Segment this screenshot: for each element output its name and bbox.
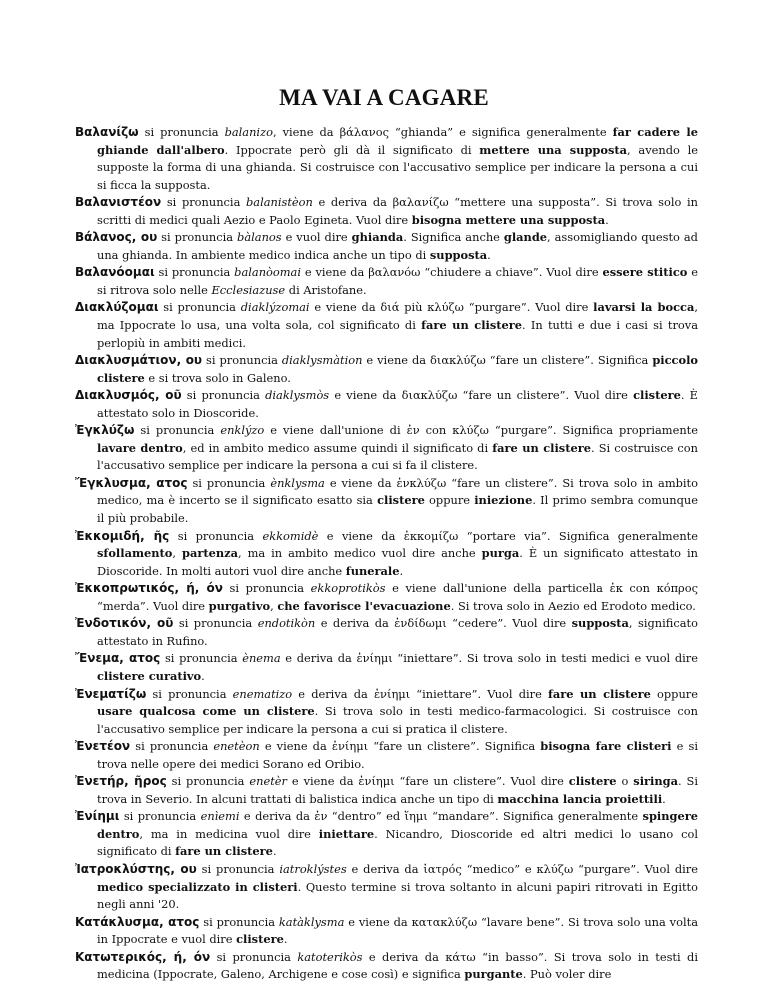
entry-text: e si trova nelle opere dei medici Sorano ed Oribio. <box>97 739 698 771</box>
entry-meaning: clistere <box>236 932 284 947</box>
entry-meaning: funerale <box>345 563 400 578</box>
entry-text: . Questo termine si trova soltanto in alcuni papiri ritrovati in Egitto negli anni '20. <box>97 879 698 912</box>
entry-lemma: Ἐγκλύζω <box>75 423 135 438</box>
entry-pronunciation: ekkomidè <box>262 528 319 543</box>
entry-lemma: Βαλανόομαι <box>75 265 155 280</box>
entry-text: di Aristofane. <box>285 282 367 297</box>
entry-meaning: fare un clistere <box>421 318 523 333</box>
entry-meaning: partenza <box>182 546 238 561</box>
entry-text: si pronuncia <box>169 528 263 543</box>
entry-meaning: lavare dentro <box>97 440 183 455</box>
entry-text: . <box>605 212 609 227</box>
entry-lemma: Ἐκκομιδή, ῆς <box>75 528 170 543</box>
entry-meaning: iniettare <box>318 826 375 841</box>
entry-meaning: clistere <box>568 774 617 789</box>
entry-pronunciation: enematizo <box>232 686 293 701</box>
entry-meaning: sfollamento <box>97 546 173 561</box>
entry-text: e deriva da ἐν “dentro” ed ἵημι “mandare”. Significa generalmente <box>239 809 643 824</box>
entry-text: e viene da ἐνκλύζω “fare un clistere”. Si trova solo in ambito medico, ma è incerto se il significato esatto sia <box>97 475 698 508</box>
glossary-entry <box>75 914 698 949</box>
entry-text: . <box>201 668 205 683</box>
entry-text: si pronuncia <box>157 230 238 245</box>
entry-lemma: Ἔγκλυσμα, ατος <box>75 475 188 490</box>
entry-pronunciation: enetèon <box>213 739 260 754</box>
entry-text: si pronuncia <box>196 861 280 876</box>
entry-lemma: Διακλύζομαι <box>75 300 159 315</box>
entry-text: , assomigliando questo ad una ghianda. In ambiente medico indica anche un tipo di <box>97 230 698 262</box>
entry-text: . È un significato attestato in Dioscoride. In molti autori vuol dire anche <box>97 546 698 578</box>
entry-lemma: Κατωτερικός, ή, όν <box>75 949 211 964</box>
entry-text: , <box>270 598 278 613</box>
entry-meaning: bisogna mettere una supposta <box>411 212 606 227</box>
entry-pronunciation: balanòomai <box>234 265 301 280</box>
entry-text: , viene da βάλανος “ghianda” e significa generalmente <box>272 125 613 139</box>
entry-meaning: lavarsi la bocca <box>593 300 695 315</box>
entry-pronunciation: diaklysmòs <box>265 388 330 403</box>
entry-pronunciation: diaklýzomai <box>240 300 310 315</box>
entry-meaning: fare un clistere <box>175 844 273 859</box>
glossary-entries <box>75 124 698 984</box>
entry-text: . <box>487 247 491 262</box>
entry-text: . In tutti e due i casi si trova perlopiù in ambiti medici. <box>97 318 698 350</box>
glossary-entry <box>75 124 698 194</box>
entry-text: e vuol dire <box>281 230 352 245</box>
entry-text: si pronuncia <box>166 774 250 789</box>
entry-text: e si trova solo in Galeno. <box>144 370 291 385</box>
glossary-entry <box>75 387 698 422</box>
entry-text: . Si trova in Severio. In alcuni trattati di balistica indica anche un tipo di <box>97 774 698 806</box>
entry-meaning: supposta <box>571 616 629 631</box>
entry-meaning: clistere curativo <box>97 668 202 683</box>
entry-text: si pronuncia <box>119 809 201 824</box>
entry-text: , ma in medicina vuol dire <box>139 826 319 841</box>
entry-meaning: medico specializzato in clisteri <box>97 879 298 894</box>
entry-text: . Può voler dire <box>522 967 612 982</box>
entry-text: si pronuncia <box>202 353 282 368</box>
entry-meaning: supposta <box>429 247 488 262</box>
entry-pronunciation: katàklysma <box>278 914 345 929</box>
entry-pronunciation: katoterikòs <box>297 949 363 964</box>
entry-text: . È attestato solo in Dioscoride. <box>97 388 698 420</box>
entry-lemma: Βαλανίζω <box>75 125 139 139</box>
entry-text: si pronuncia <box>222 581 311 596</box>
entry-meaning: siringa <box>633 774 678 789</box>
entry-lemma: Ἔνεμα, ατος <box>75 651 161 666</box>
entry-text: si pronuncia <box>199 914 279 929</box>
entry-text: . <box>272 844 277 859</box>
entry-text: e viene da ἐκκομίζω “portare via”. Significa generalmente <box>318 528 698 543</box>
entry-text: . Ippocrate però gli dà il significato di <box>224 142 480 157</box>
glossary-entry <box>75 686 698 739</box>
entry-text: e deriva da ἐνίημι “iniettare”. Vuol dire <box>292 686 548 701</box>
entry-text: si pronuncia <box>158 300 241 315</box>
entry-text: e deriva da κάτω “in basso”. Si trova solo in testi di medicina (Ippocrate, Galeno, Archigene e cose così) e significa <box>97 949 698 982</box>
glossary-entry <box>75 650 698 685</box>
entry-pronunciation: enetèr <box>249 774 287 789</box>
entry-text: oppure <box>650 686 698 701</box>
entry-text: e deriva da ἐνίημι “iniettare”. Si trova solo in testi medici e vuol dire <box>280 651 698 666</box>
entry-text: . <box>283 932 288 947</box>
entry-meaning: iniezione <box>474 493 533 508</box>
entry-lemma: Βαλανιστέον <box>75 195 162 210</box>
entry-text: , ma Ippocrate lo usa, una volta sola, col significato di <box>97 300 698 333</box>
glossary-entry <box>75 475 698 528</box>
entry-pronunciation: enklýzo <box>220 423 265 438</box>
entry-text: , ed in ambito medico assume quindi il significato di <box>182 440 493 455</box>
entry-lemma: Βάλανος, ου <box>75 230 158 245</box>
glossary-entry <box>75 861 698 914</box>
entry-text: e deriva da ἰατρός “medico” e κλύζω “purgare”. Vuol dire <box>346 861 698 876</box>
entry-text: , avendo le supposte la forma di una ghianda. Si costruisce con l'accusativo semplice per indicare la persona a cui si ficca la supposta. <box>97 142 699 192</box>
entry-text: o <box>616 774 634 789</box>
entry-lemma: Ἐνδοτικόν, οῦ <box>75 616 174 631</box>
entry-text: . Si trova solo in testi medico-farmacologici. Si costruisce con l'accusativo semplice per indicare la persona a cui si pratica il clistere. <box>97 704 698 736</box>
entry-text: e viene dall'unione di ἐν con κλύζω “purgare”. Significa propriamente <box>264 423 698 438</box>
entry-text: e si ritrova solo nelle <box>97 265 698 297</box>
entry-meaning: purga <box>481 546 520 561</box>
entry-meaning: piccolo clistere <box>97 353 698 385</box>
glossary-entry <box>75 229 698 264</box>
entry-meaning: usare qualcosa come un clistere <box>97 704 315 719</box>
entry-pronunciation: ekkoprotikòs <box>310 581 386 596</box>
entry-meaning: purgativo <box>208 598 271 613</box>
glossary-entry <box>75 422 698 475</box>
entry-pronunciation: ènklysma <box>270 475 325 490</box>
entry-text: , <box>172 546 182 561</box>
entry-text: . Si costruisce con l'accusativo semplice per indicare la persona a cui si fa il clistere. <box>97 440 698 473</box>
entry-meaning: spingere dentro <box>97 809 698 841</box>
entry-text: si pronuncia <box>187 475 271 490</box>
page-title: MA VAI A CAGARE <box>279 85 489 111</box>
glossary-entry <box>75 299 698 352</box>
entry-lemma: Ἐνεματίζω <box>75 686 147 701</box>
entry-text: . Nicandro, Dioscoride ed altri medici lo usano col significato di <box>97 826 698 859</box>
entry-text: e deriva da ἐνδίδωμι “cedere”. Vuol dire <box>315 616 572 631</box>
entry-meaning: clistere <box>377 493 425 508</box>
entry-text: e viene dall'unione della particella ἐκ con κόπρος “merda”. Vuol dire <box>97 581 698 613</box>
entry-text: si pronuncia <box>173 616 258 631</box>
entry-lemma: Διακλυσμάτιον, ου <box>75 353 203 368</box>
entry-meaning: essere stitico <box>602 265 688 280</box>
entry-text: . Significa anche <box>403 230 504 245</box>
entry-lemma: Ἰατροκλύστης, ου <box>75 861 197 876</box>
entry-text: e viene da ἐνίημι “fare un clistere”. Vuol dire <box>286 774 569 789</box>
entry-text: si pronuncia <box>210 949 298 964</box>
entry-text: e deriva da βαλανίζω “mettere una supposta”. Si trova solo in scritti di medici quali Aezio e Paolo Egineta. Vuol dire <box>97 195 698 227</box>
entry-meaning: che favorisce l'evacuazione <box>277 598 451 613</box>
entry-pronunciation: endotikòn <box>257 616 316 631</box>
entry-text: e viene da ἐνίημι “fare un clistere”. Significa <box>259 739 541 754</box>
entry-text: si pronuncia <box>181 388 266 403</box>
entry-meaning: bisogna fare clisteri <box>540 739 672 754</box>
entry-pronunciation: balanizo <box>224 125 273 139</box>
entry-meaning: far cadere le ghiande dall'albero <box>97 125 698 157</box>
entry-pronunciation: diaklysmàtion <box>281 353 363 368</box>
entry-text: si pronuncia <box>138 125 225 139</box>
entry-meaning: clistere <box>633 388 681 403</box>
entry-text: si pronuncia <box>134 423 221 438</box>
entry-meaning: glande <box>503 230 548 245</box>
glossary-entry <box>75 528 698 581</box>
glossary-entry <box>75 773 698 808</box>
entry-meaning: fare un clistere <box>547 686 651 701</box>
entry-pronunciation: ènema <box>242 651 281 666</box>
entry-meaning: fare un clistere <box>492 440 591 455</box>
entry-lemma: Ἐνίημι <box>75 809 120 824</box>
glossary-entry <box>75 738 698 773</box>
entry-text: e viene da διακλύζω “fare un clistere”. Significa <box>362 353 653 368</box>
entry-meaning: macchina lancia proiettili <box>497 791 663 806</box>
entry-text: si pronuncia <box>130 739 214 754</box>
entry-lemma: Κατάκλυσμα, ατος <box>75 914 200 929</box>
entry-text: si pronuncia <box>160 651 243 666</box>
entry-text: si pronuncia <box>146 686 233 701</box>
glossary-entry <box>75 808 698 861</box>
entry-text: e viene da βαλανόω “chiudere a chiave”. Vuol dire <box>300 265 603 280</box>
entry-text: si pronuncia <box>154 265 235 280</box>
entry-text: oppure <box>424 493 475 508</box>
entry-lemma: Ἐκκοπρωτικός, ή, όν <box>75 581 223 596</box>
entry-text: , ma in ambito medico vuol dire anche <box>238 546 482 561</box>
entry-lemma: Διακλυσμός, οῦ <box>75 388 182 403</box>
entry-text: . <box>399 563 404 578</box>
entry-pronunciation: Ecclesiazuse <box>211 282 286 297</box>
entry-text: . <box>662 791 666 806</box>
entry-text: . Si trova solo in Aezio ed Erodoto medico. <box>450 598 696 613</box>
entry-meaning: purgante <box>464 967 523 982</box>
entry-text: e viene da κατακλύζω “lavare bene”. Si trova solo una volta in Ippocrate e vuol dire <box>97 914 698 947</box>
entry-pronunciation: enìemi <box>200 809 240 824</box>
glossary-entry <box>75 194 698 229</box>
entry-lemma: Ἐνετέον <box>75 739 131 754</box>
entry-text: e viene da διακλύζω “fare un clistere”. Vuol dire <box>329 388 634 403</box>
glossary-entry <box>75 949 698 984</box>
glossary-entry <box>75 615 698 650</box>
entry-meaning: ghianda <box>351 230 404 245</box>
entry-pronunciation: bàlanos <box>237 230 282 245</box>
entry-text: e viene da διά più κλύζω “purgare”. Vuol dire <box>309 300 594 315</box>
entry-pronunciation: iatroklýstes <box>279 861 347 876</box>
entry-lemma: Ἐνετήρ, ῆρος <box>75 774 167 789</box>
glossary-entry <box>75 580 698 615</box>
glossary-entry <box>75 264 698 299</box>
glossary-entry <box>75 352 698 387</box>
entry-text: si pronuncia <box>161 195 246 210</box>
entry-text: , significato attestato in Rufino. <box>97 616 698 648</box>
entry-meaning: mettere una supposta <box>479 142 628 157</box>
entry-text: . Il primo sembra comunque il più probabile. <box>97 493 698 526</box>
entry-pronunciation: balanistèon <box>246 195 313 210</box>
